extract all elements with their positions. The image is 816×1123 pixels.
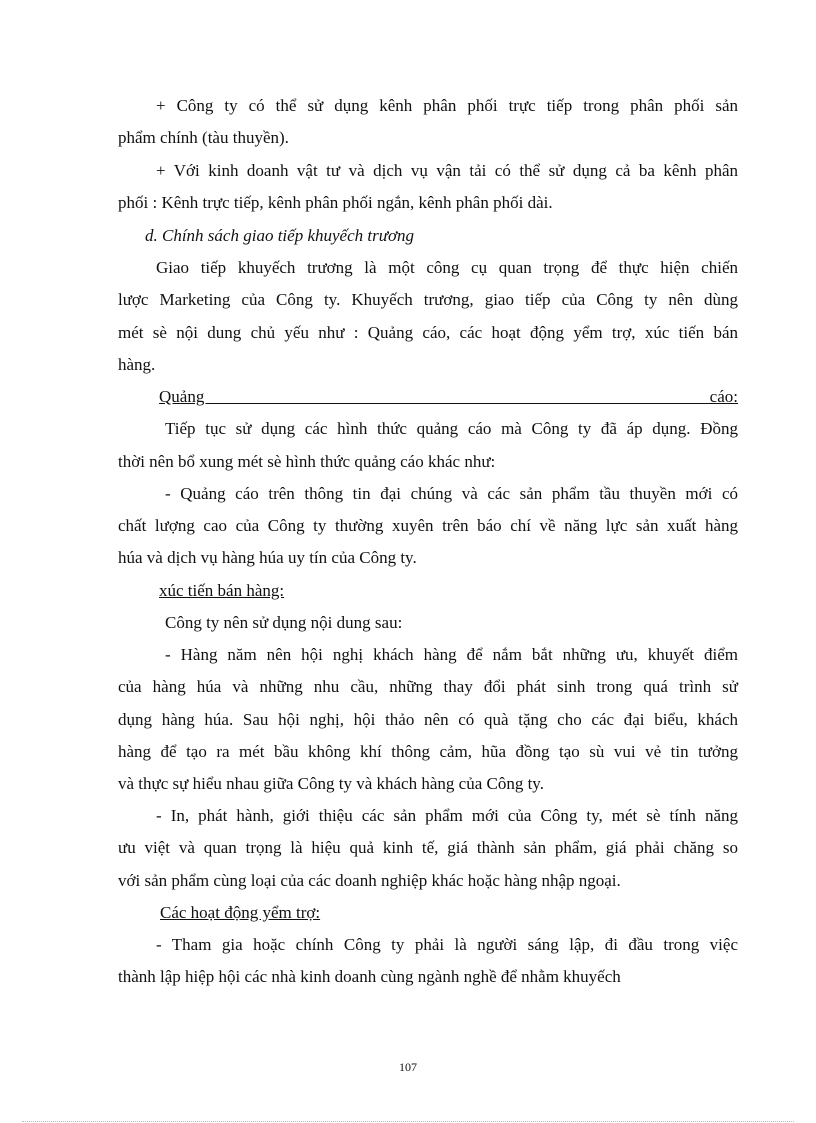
text-line: lược Marketing của Công ty. Khuyếch trương, giao tiếp của Công ty nên dùng bbox=[118, 290, 738, 309]
page-number: 107 bbox=[399, 1060, 417, 1074]
text-line: mét sè nội dung chủ yếu như : Quảng cáo, các hoạt động yểm trợ, xúc tiến bán bbox=[118, 323, 738, 342]
text-line: - In, phát hành, giới thiệu các sản phẩm mới của Công ty, mét sè tính năng bbox=[156, 806, 738, 825]
text-line: húa và dịch vụ hàng húa uy tín của Công ty. bbox=[118, 548, 417, 567]
text-line: phối : Kênh trực tiếp, kênh phân phối ngắn, kênh phân phối dài. bbox=[118, 193, 553, 212]
text-line: phẩm chính (tàu thuyền). bbox=[118, 128, 289, 147]
text-line: thành lập hiệp hội các nhà kinh doanh cùng ngành nghề để nhằm khuyếch bbox=[118, 967, 621, 986]
text-line: Tiếp tục sử dụng các hình thức quảng cáo mà Công ty đã áp dụng. Đồng bbox=[165, 419, 738, 438]
subheading-hoat-dong-yem-tro: Các hoạt động yểm trợ: bbox=[160, 903, 321, 922]
text-line: thời nên bổ xung mét sè hình thức quảng cáo khác như: bbox=[118, 452, 496, 471]
text-line: - Tham gia hoặc chính Công ty phải là người sáng lập, đi đầu trong việc bbox=[156, 935, 738, 954]
text-line: - Hàng năm nên hội nghị khách hàng để nắm bắt những ưu, khuyết điểm bbox=[165, 645, 738, 664]
text-line: với sản phẩm cùng loại của các doanh nghiệp khác hoặc hàng nhập ngoại. bbox=[118, 871, 621, 890]
subheading-xuc-tien: xúc tiến bán hàng: bbox=[159, 581, 285, 600]
text-line: ưu việt và quan trọng là hiệu quả kinh tế, giá thành sản phẩm, giá phải chăng so bbox=[118, 838, 738, 857]
subheading-quang-cao: Quảng cáo: bbox=[159, 387, 738, 406]
text-line: + Với kinh doanh vật tư và dịch vụ vận tải có thể sử dụng cả ba kênh phân bbox=[156, 161, 738, 180]
text-line: Giao tiếp khuyếch trương là một công cụ quan trọng để thực hiện chiến bbox=[156, 258, 738, 277]
text-line: và thực sự hiểu nhau giữa Công ty và khách hàng của Công ty. bbox=[118, 774, 544, 793]
text-line: hàng. bbox=[118, 355, 156, 374]
text-line: + Công ty có thể sử dụng kênh phân phối trực tiếp trong phân phối sản bbox=[156, 96, 738, 115]
page-divider bbox=[22, 1121, 794, 1122]
text-line: chất lượng cao của Công ty thường xuyên trên báo chí về năng lực sản xuất hàng bbox=[118, 516, 738, 535]
text-line: của hàng húa và những nhu cầu, những thay đổi phát sinh trong quá trình sử bbox=[118, 677, 738, 696]
text-line: Công ty nên sử dụng nội dung sau: bbox=[165, 613, 403, 632]
section-heading: d. Chính sách giao tiếp khuyếch trương bbox=[145, 226, 415, 245]
text-line: dụng hàng húa. Sau hội nghị, hội thảo nên có quà tặng cho các đại biểu, khách bbox=[118, 710, 738, 729]
text-line: hàng để tạo ra mét bầu không khí thông cảm, hũa đồng tạo sù vui vẻ tin tưởng bbox=[118, 742, 738, 761]
text-line: - Quảng cáo trên thông tin đại chúng và các sản phẩm tầu thuyền mới có bbox=[165, 484, 738, 503]
